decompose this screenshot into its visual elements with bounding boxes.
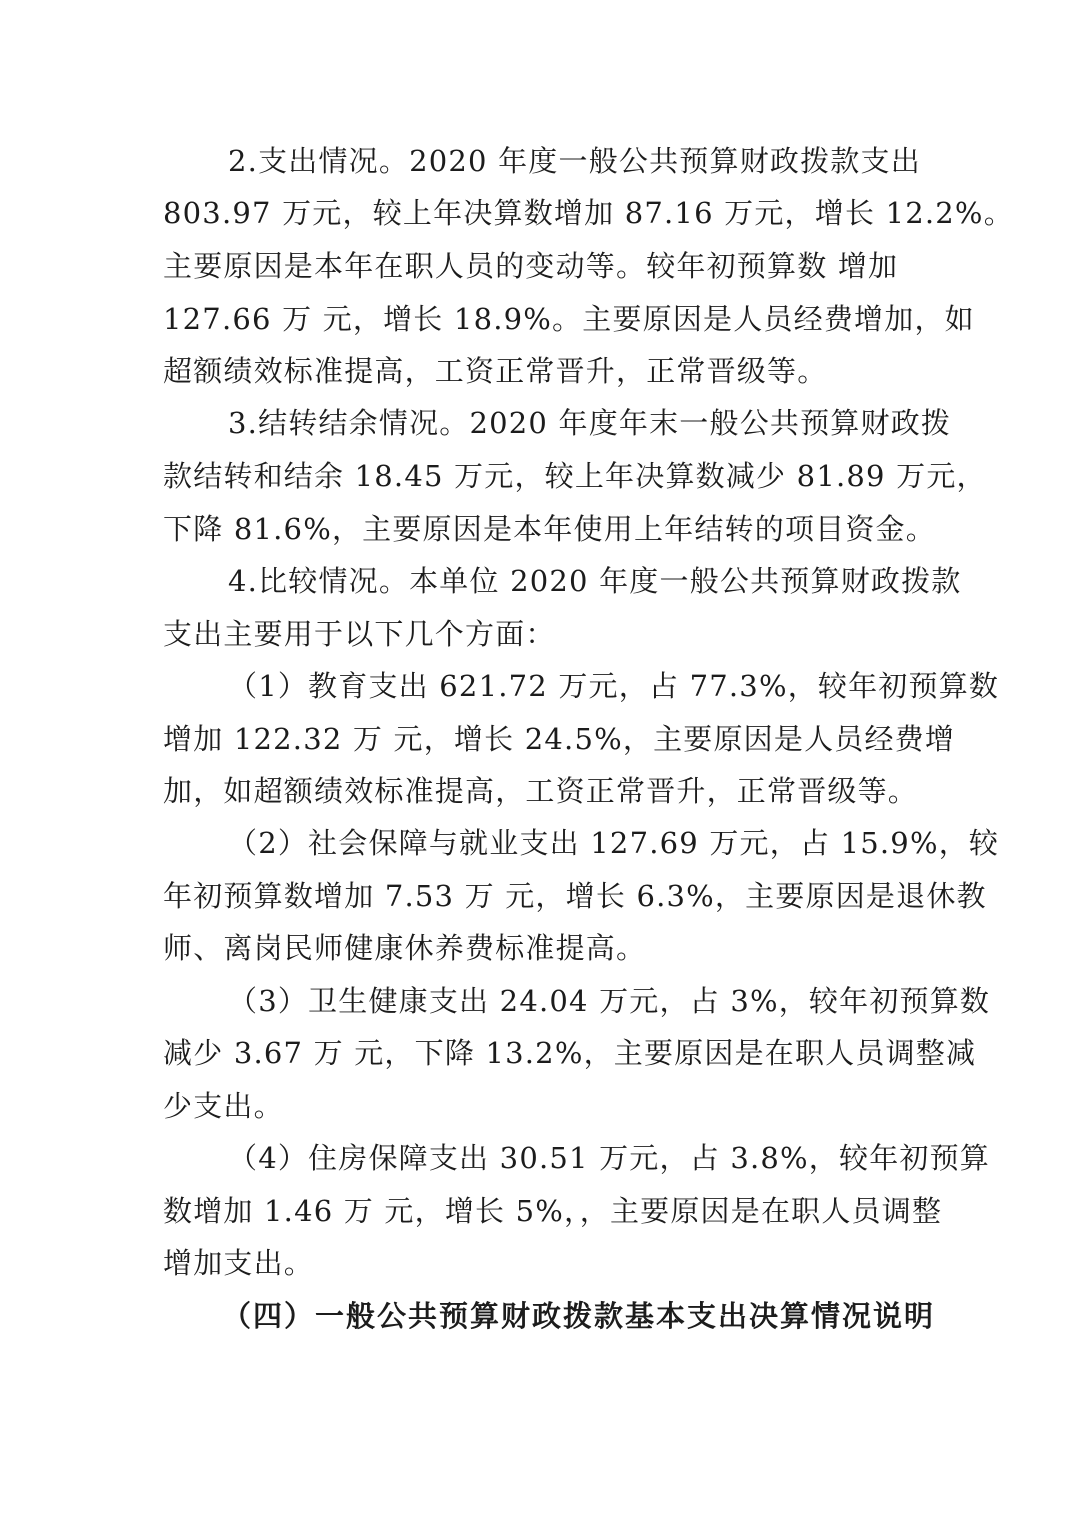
text-line: 3.结转结余情况。2020 年度年末一般公共预算财政拨 bbox=[228, 406, 952, 440]
text-line: 支出主要用于以下几个方面： bbox=[163, 617, 556, 651]
text-line: 增加 122.32 万 元，增长 24.5%，主要原因是人员经费增 bbox=[163, 722, 956, 756]
text-line: 超额绩效标准提高，工资正常晋升，正常晋级等。 bbox=[163, 354, 828, 388]
text-line: 4.比较情况。本单位 2020 年度一般公共预算财政拨款 bbox=[228, 564, 962, 598]
text-line: 127.66 万 元，增长 18.9%。主要原因是人员经费增加，如 bbox=[163, 302, 975, 336]
text-line: 主要原因是本年在职人员的变动等。较年初预算数 增加 bbox=[163, 249, 899, 283]
text-line: 下降 81.6%，主要原因是本年使用上年结转的项目资金。 bbox=[163, 512, 936, 546]
text-line: 款结转和结余 18.45 万元，较上年决算数减少 81.89 万元， bbox=[163, 459, 987, 493]
text-line: 减少 3.67 万 元，下降 13.2%，主要原因是在职人员调整减 bbox=[163, 1036, 977, 1070]
text-line: 增加支出。 bbox=[163, 1246, 315, 1280]
text-line: （1）教育支出 621.72 万元，占 77.3%，较年初预算数 bbox=[228, 669, 1000, 703]
text-line: 数增加 1.46 万 元，增长 5%，，主要原因是在职人员调整 bbox=[163, 1194, 943, 1228]
text-line: （4）住房保障支出 30.51 万元，占 3.8%，较年初预算 bbox=[228, 1141, 991, 1175]
section-heading: （四）一般公共预算财政拨款基本支出决算情况说明 bbox=[222, 1299, 936, 1333]
text-line: 803.97 万元，较上年决算数增加 87.16 万元，增长 12.2%。 bbox=[163, 196, 1014, 230]
text-line: （2）社会保障与就业支出 127.69 万元，占 15.9%，较 bbox=[228, 826, 1000, 860]
text-line: 师、离岗民师健康休养费标准提高。 bbox=[163, 931, 647, 965]
text-line: （3）卫生健康支出 24.04 万元，占 3%，较年初预算数 bbox=[228, 984, 991, 1018]
text-line: 2.支出情况。2020 年度一般公共预算财政拨款支出 bbox=[228, 144, 921, 178]
text-line: 加，如超额绩效标准提高，工资正常晋升，正常晋级等。 bbox=[163, 774, 919, 808]
text-line: 少支出。 bbox=[163, 1089, 284, 1123]
text-line: 年初预算数增加 7.53 万 元，增长 6.3%，主要原因是退休教 bbox=[163, 879, 987, 913]
